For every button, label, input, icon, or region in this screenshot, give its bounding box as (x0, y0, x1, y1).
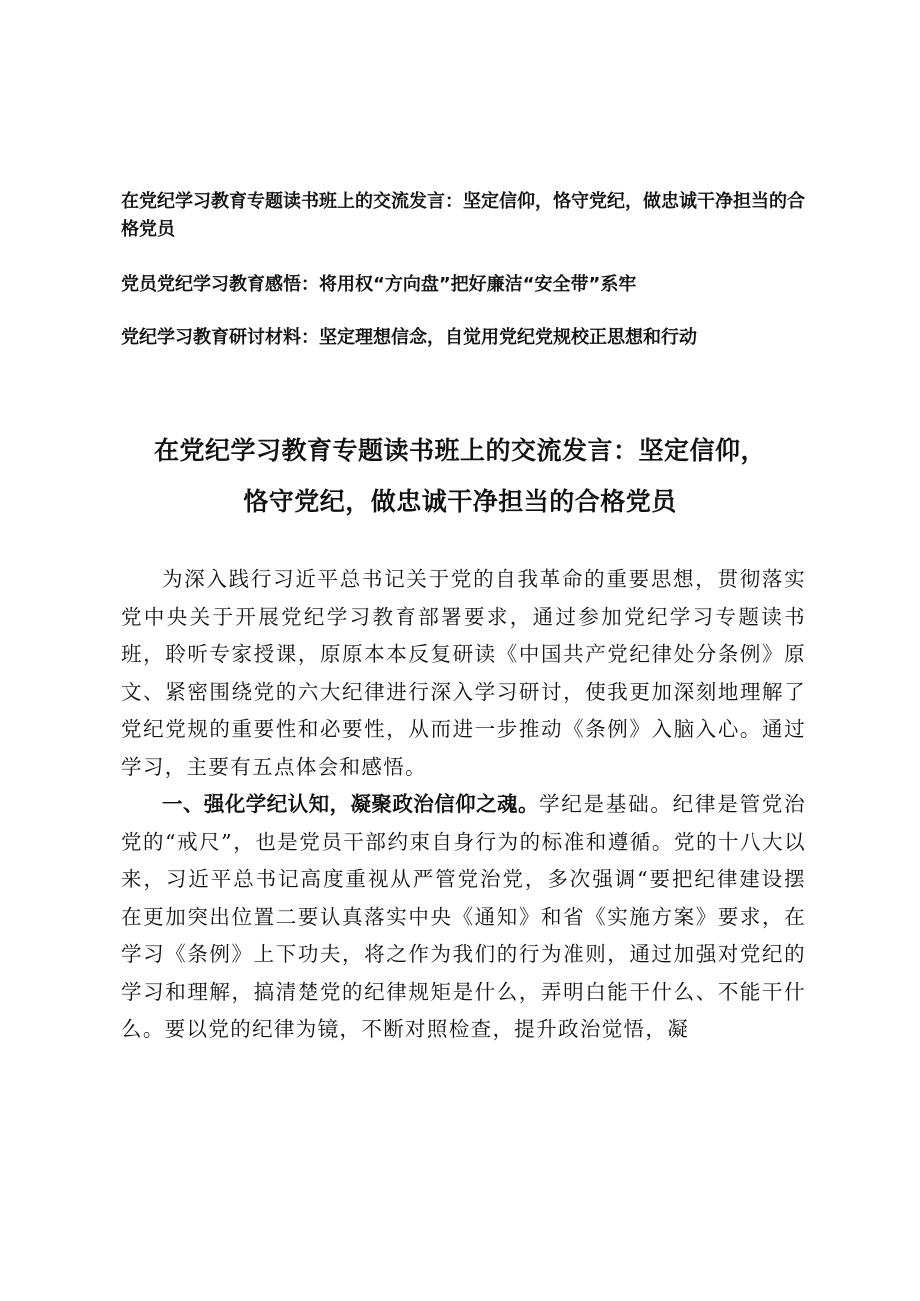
section-1-heading: 一、强化学纪认知，凝聚政治信仰之魂。 (162, 792, 539, 816)
paragraph-section-1 (121, 786, 806, 1049)
section-1-text: 学纪是基础。纪律是管党治党的“戒尺”，也是党员干部约束自身行为的标准和遵循。党的十八大以来，习近平总书记高度重视从严管党治党，多次强调“要把纪律建设摆在更加突出位置二要认真落实中央《通知》和省《实施方案》要求，在学习《条例》上下功夫，将之作为我们的行为准则，通过加强对党纪的学习和理解，搞清楚党的纪律规矩是什么，弄明白能干什么、不能干什么。要以党的纪律为镜，不断对照检查，提升政治觉悟，凝 (121, 792, 807, 1041)
article-title-line-1: 在党纪学习教育专题读书班上的交流发言：坚定信仰， (153, 436, 766, 465)
toc-item-3: 党纪学习教育研讨材料：坚定理想信念，自觉用党纪党规校正思想和行动 (121, 327, 697, 348)
toc-item-1: 在党纪学习教育专题读书班上的交流发言：坚定信仰，恪守党纪，做忠诚干净担当的合格党员 (121, 191, 805, 240)
article-title-line-2: 恪守党纪，做忠诚干净担当的合格党员 (243, 487, 677, 516)
toc-item-2: 党员党纪学习教育感悟：将用权“方向盘”把好廉洁“安全带”系牢 (121, 274, 637, 295)
article-body (121, 561, 806, 1049)
paragraph-intro: 为深入践行习近平总书记关于党的自我革命的重要思想，贯彻落实党中央关于开展党纪学习教育部署要求，通过参加党纪学习专题读书班，聆听专家授课，原原本本反复研读《中国共产党纪律处分条例》原文、紧密围绕党的六大纪律进行深入学习研讨，使我更加深刻地理解了党纪党规的重要性和必要性，从而进一步推动《条例》入脑入心。通过学习，主要有五点体会和感悟。 (121, 567, 806, 779)
article-title (120, 425, 800, 527)
table-of-contents (121, 188, 811, 378)
